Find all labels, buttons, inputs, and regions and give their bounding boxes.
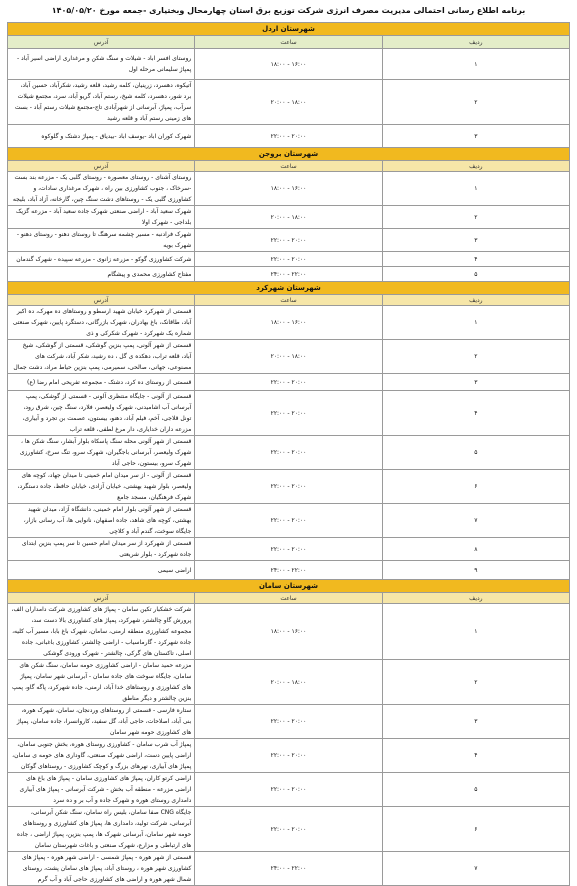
time-range: ۲۴:۰۰ - ۲۲:۰۰ xyxy=(195,267,382,282)
time-range: ۲۲:۰۰ - ۲۰:۰۰ xyxy=(195,773,382,807)
row-number: ۲ xyxy=(382,340,569,374)
area-header: آدرس xyxy=(8,36,195,49)
time-header: ساعت xyxy=(195,295,382,306)
row-number: ۹ xyxy=(382,561,569,580)
row-header: ردیف xyxy=(382,161,569,172)
city-header-row xyxy=(8,580,570,593)
city-name: شهرستان بروجن xyxy=(8,148,570,161)
row-number: ۱ xyxy=(382,172,569,206)
column-header-row xyxy=(8,36,570,49)
area-description: قسمتی از شهر آلونی، پمپ بنزین گوشکی، قسمتی از گوشکی، شیخ آباد، قلعه تراب، دهکده ی گل ، ده رشید، شکر آباد، شرکت های مصنوعی، جهانی، صالحی، سمیرمی، پمپ بنزین حیاط مراد، دشت جمال xyxy=(8,340,195,374)
row-number: ۷ xyxy=(382,504,569,538)
row-number: ۲ xyxy=(382,660,569,705)
row-number: ۵ xyxy=(382,267,569,282)
row-number: ۱ xyxy=(382,49,569,80)
time-range: ۲۲:۰۰ - ۲۰:۰۰ xyxy=(195,739,382,773)
time-range: ۲۲:۰۰ - ۲۰:۰۰ xyxy=(195,470,382,504)
row-number: ۳ xyxy=(382,125,569,148)
table-row xyxy=(8,229,570,252)
area-description: قسمتی از شهر هوره - پمپاژ شمسی - اراضی شهر هوره - پمپاژ های کشاورزی شهر هوره ، روستای آباد، پمپاژ های سامان پشت، روستای شمال شهر هوره و اراضی های کشاورزی حاجی آباد و آب گرم xyxy=(8,852,195,886)
row-number: ۶ xyxy=(382,470,569,504)
area-description: مزرعه حمید سامان - اراضی کشاورزی حومه سامان، سنگ شکن های سامان، جایگاه سوخت های جاده سامان - آبرسانی شهر سامان، پمپاژ های کشاورزی و روستاهای خدا آباد، ارمنی، جاده شهرکرد، پاگه گاو، پمپ بنزین چالشتر و دیگر مناطق xyxy=(8,660,195,705)
area-description: آتیکوه، دهسرد، زرینیان، کلمه رشید، قلعه رشید، شکرآباد، حسین آباد، برد شور، دهسرد، کلمه شیخ، رستم آباد، گریو آباد، سرد، مجتمع شیلات سرآب، پمپاژ، آبرسانی از شهرآبادی تاج-مجتمع شیلات رستم آباد - بست های زمینی رستم آباد و قلعه رشید xyxy=(8,80,195,125)
page-title: برنامه اطلاع رسانی احتمالی مدیریت مصرف انرژی شرکت توزیع برق استان چهارمحال وبختیاری -جمعه مورخ ۱۴۰۵/۰۵/۲۰ xyxy=(51,6,526,15)
table-row xyxy=(8,436,570,470)
area-description: مفتاح کشاورزی محمدی و پیشگام xyxy=(8,267,195,282)
city-header-row xyxy=(8,282,570,295)
table-row xyxy=(8,660,570,705)
area-header: آدرس xyxy=(8,295,195,306)
area-description: روستای افسر اباد - شیلات و سنگ شکن و مرغداری اراضی اسیر آباد - پمپاژ سلیمانی مرحله اول xyxy=(8,49,195,80)
table-row xyxy=(8,773,570,807)
row-header: ردیف xyxy=(382,593,569,604)
column-header-row xyxy=(8,593,570,604)
time-range: ۲۲:۰۰ - ۲۰:۰۰ xyxy=(195,538,382,561)
table-row xyxy=(8,705,570,739)
table-row xyxy=(8,125,570,148)
area-description: قسمتی از شهرکرد خیابان شهید ارسطو و روستاهای ده مهرک، ده اکبر آباد، طاقانک، باغ بهادران، شهرک بازرگانی، دستگرد پایین، شهرک صنعتی شماره یک شهرکرد - شهرک شکرکی و ذی xyxy=(8,306,195,340)
time-range: ۲۲:۰۰ - ۲۰:۰۰ xyxy=(195,391,382,436)
time-range: ۲۲:۰۰ - ۲۰:۰۰ xyxy=(195,125,382,148)
table-row xyxy=(8,306,570,340)
row-number: ۲ xyxy=(382,80,569,125)
time-range: ۲۰:۰۰ - ۱۸:۰۰ xyxy=(195,80,382,125)
table-row xyxy=(8,739,570,773)
time-range: ۲۲:۰۰ - ۲۰:۰۰ xyxy=(195,374,382,391)
area-description: اراضی سیمی xyxy=(8,561,195,580)
row-header: ردیف xyxy=(382,295,569,306)
time-range: ۲۴:۰۰ - ۲۲:۰۰ xyxy=(195,561,382,580)
city-name: شهرستان اردل xyxy=(8,23,570,36)
area-description: شهرک فرادنبه - مسیر چشمه سرهنگ تا روستای دهنو - روستای دهنو - شهرک بویه xyxy=(8,229,195,252)
row-number: ۴ xyxy=(382,739,569,773)
row-number: ۵ xyxy=(382,436,569,470)
area-description: شرکت کشاورزی گوکو - مزرعه زانوی - مزرعه سپیده - شهرک گندمان xyxy=(8,252,195,267)
time-range: ۱۸:۰۰ - ۱۶:۰۰ xyxy=(195,172,382,206)
area-description: روستای آشنای - روستای معصوره - روستای گلبی یک - مزرعه بند بست -سرخاک ، جنوب کشاورزی بین راه ، شهرک مرغداری سادات، و کشاورزی گلبی یک - روستاهای دشت سنگ چین، گارخانه، آزاد آباد، بلیجه xyxy=(8,172,195,206)
time-range: ۲۲:۰۰ - ۲۰:۰۰ xyxy=(195,252,382,267)
area-description: پمپاژ آب شرب سامان - کشاورزی روستای هوره، بخش جنوبی سامان، اراضی پایین دست، اراضی شهرک صنعتی، گاوداری های حومه ی سامان، پمپاژ های آبیاری، نهرهای بزرگ و کوچک کشاورزی - روستاهای گوکان xyxy=(8,739,195,773)
row-number: ۶ xyxy=(382,807,569,852)
table-row xyxy=(8,561,570,580)
row-number: ۷ xyxy=(382,852,569,886)
table-row xyxy=(8,206,570,229)
row-number: ۸ xyxy=(382,538,569,561)
area-description: ستاره فارسی - قسمتی از روستاهای وردنجان، سامان، شهرک هوره، بنی آباد، اصلاحات، حاجی آباد، گل سفید، کاروانسرا، جاده سامان، پمپاژ های کشاورزی حومه شهر سامان xyxy=(8,705,195,739)
time-range: ۲۲:۰۰ - ۲۰:۰۰ xyxy=(195,436,382,470)
time-range: ۱۸:۰۰ - ۱۶:۰۰ xyxy=(195,604,382,660)
table-row xyxy=(8,852,570,886)
time-range: ۲۰:۰۰ - ۱۸:۰۰ xyxy=(195,206,382,229)
schedule-table xyxy=(7,22,570,886)
time-range: ۱۸:۰۰ - ۱۶:۰۰ xyxy=(195,306,382,340)
city-name: شهرستان سامان xyxy=(8,580,570,593)
area-description: شرکت خشکبار تکین سامان - پمپاژ های کشاورزی شرکت دامداران الف، پرورش گاو چالشتر، شهرکرد، پمپاژ های کشاورزی بالا دست سد، مجموعه کشاورزی منطقه ارمنی، سامان، شهرک باغ بابا، مسیر آب کلیه، جاده شهرکرد - گارماسیاب - اراضی چالشتر، کشاورزی باغبانی، جاده اصلی، تاکستان های گرکی، چالشتر - شهرک ورودی گوشکی xyxy=(8,604,195,660)
area-header: آدرس xyxy=(8,593,195,604)
area-description: شهرک کوران اباد -یوسف اباد -بیدیاق - پمپاژ دشتک و گلوکوه xyxy=(8,125,195,148)
area-description: قسمتی از شهر آلونی بلوار امام خمینی، دانشگاه آزاد، میدان شهید بهشتی، کوچه های شاهد، جاده اصفهان، نانوایی ها، آب رسانی بازار، جایگاه سوخت، گندم آباد و کلاچی xyxy=(8,504,195,538)
area-description: جایگاه CNG صفا سامان، بلیس راه سامان، سنگ شکن آبرسانی، آبرسانی، شرکت تولید، دامداری ها، پمپاژ های کشاورزی و روستاهای حومه شهر سامان، آبرسانی شهرک ها، پمپ بنزین، پمپاژ اراضی ، جاده های ارتباطی و مزارع، شهرک صنعتی و باغات شهرستان سامان xyxy=(8,807,195,852)
time-range: ۱۸:۰۰ - ۱۶:۰۰ xyxy=(195,49,382,80)
area-description: شهرک سعید آباد - اراضی صنعتی شهرک جاده سعید آباد - مزرعه گزیک بلداجی - شهرک اولا xyxy=(8,206,195,229)
table-row xyxy=(8,340,570,374)
schedule-table-body xyxy=(8,23,570,886)
city-header-row xyxy=(8,148,570,161)
row-number: ۳ xyxy=(382,374,569,391)
row-number: ۲ xyxy=(382,206,569,229)
table-row xyxy=(8,538,570,561)
area-description: قسمتی از آلونی - جایگاه منتظری آلونی - قسمتی از گوشکی، پمپ آبرسانی آب اشامیدنی، شهرک ولیعصر، فلارد، سنگ چین، شرق رود، تونل قلاجی، آخم، فیلم آباد، دهنو، بیستون، عصمت بن تجرد و آبیاری، مزرعه داران خدایاری، دار مرغ لطفی، قلعه تراب xyxy=(8,391,195,436)
table-row xyxy=(8,80,570,125)
table-row xyxy=(8,49,570,80)
table-row xyxy=(8,391,570,436)
table-row xyxy=(8,604,570,660)
city-header-row xyxy=(8,23,570,36)
time-range: ۲۲:۰۰ - ۲۰:۰۰ xyxy=(195,807,382,852)
table-row xyxy=(8,267,570,282)
area-description: اراضی کرتو کاران، پمپاژ های کشاورزی سامان - پمپاژ های باغ های اراضی مزرعه - منطقه آب بخش - شرکت آبرسانی - پمپاژ های آبیاری دامداری روستای هوره و شهرک جاده و آب بر و ده سرد xyxy=(8,773,195,807)
row-number: ۱ xyxy=(382,604,569,660)
time-range: ۲۰:۰۰ - ۱۸:۰۰ xyxy=(195,660,382,705)
time-range: ۲۲:۰۰ - ۲۰:۰۰ xyxy=(195,705,382,739)
row-number: ۴ xyxy=(382,391,569,436)
row-number: ۵ xyxy=(382,773,569,807)
row-number: ۱ xyxy=(382,306,569,340)
city-name: شهرستان شهرکرد xyxy=(8,282,570,295)
time-range: ۲۲:۰۰ - ۲۰:۰۰ xyxy=(195,504,382,538)
table-row xyxy=(8,504,570,538)
time-header: ساعت xyxy=(195,161,382,172)
row-header: ردیف xyxy=(382,36,569,49)
area-header: آدرس xyxy=(8,161,195,172)
time-range: ۲۴:۰۰ - ۲۲:۰۰ xyxy=(195,852,382,886)
row-number: ۳ xyxy=(382,229,569,252)
column-header-row xyxy=(8,295,570,306)
time-range: ۲۰:۰۰ - ۱۸:۰۰ xyxy=(195,340,382,374)
table-row xyxy=(8,172,570,206)
table-row xyxy=(8,807,570,852)
time-range: ۲۲:۰۰ - ۲۰:۰۰ xyxy=(195,229,382,252)
row-number: ۴ xyxy=(382,252,569,267)
row-number: ۳ xyxy=(382,705,569,739)
table-row xyxy=(8,252,570,267)
time-header: ساعت xyxy=(195,593,382,604)
table-row xyxy=(8,374,570,391)
time-header: ساعت xyxy=(195,36,382,49)
area-description: قسمتی از شهر آلونی محله سنگ پاسکاه بلوار آبشار، سنگ شکن ها ، شهرک ولیعصر، آبرسانی باجگیران، شهرک سرو، تنگ سرخ، کشاورزی شهرک سرو، بیستون، حاجی آباد xyxy=(8,436,195,470)
table-row xyxy=(8,470,570,504)
area-description: قسمتی از روستای ده کرد، دشتک - مجموعه تفریحی امام رضا (ع) xyxy=(8,374,195,391)
area-description: قسمتی از آلونی - از سر میدان امام خمینی تا میدان جهاد، کوچه های ولیعصر، بلوار شهید بهشتی، خیابان آزادی، خیابان حافظ، جاده دستگرد، شهرک فرهنگیان، مسجد جامع xyxy=(8,470,195,504)
area-description: قسمتی از شهرکرد از سر میدان امام حسین تا سر پمپ بنزین ابتدای جاده شهرکرد - بلوار شریعتی xyxy=(8,538,195,561)
column-header-row xyxy=(8,161,570,172)
